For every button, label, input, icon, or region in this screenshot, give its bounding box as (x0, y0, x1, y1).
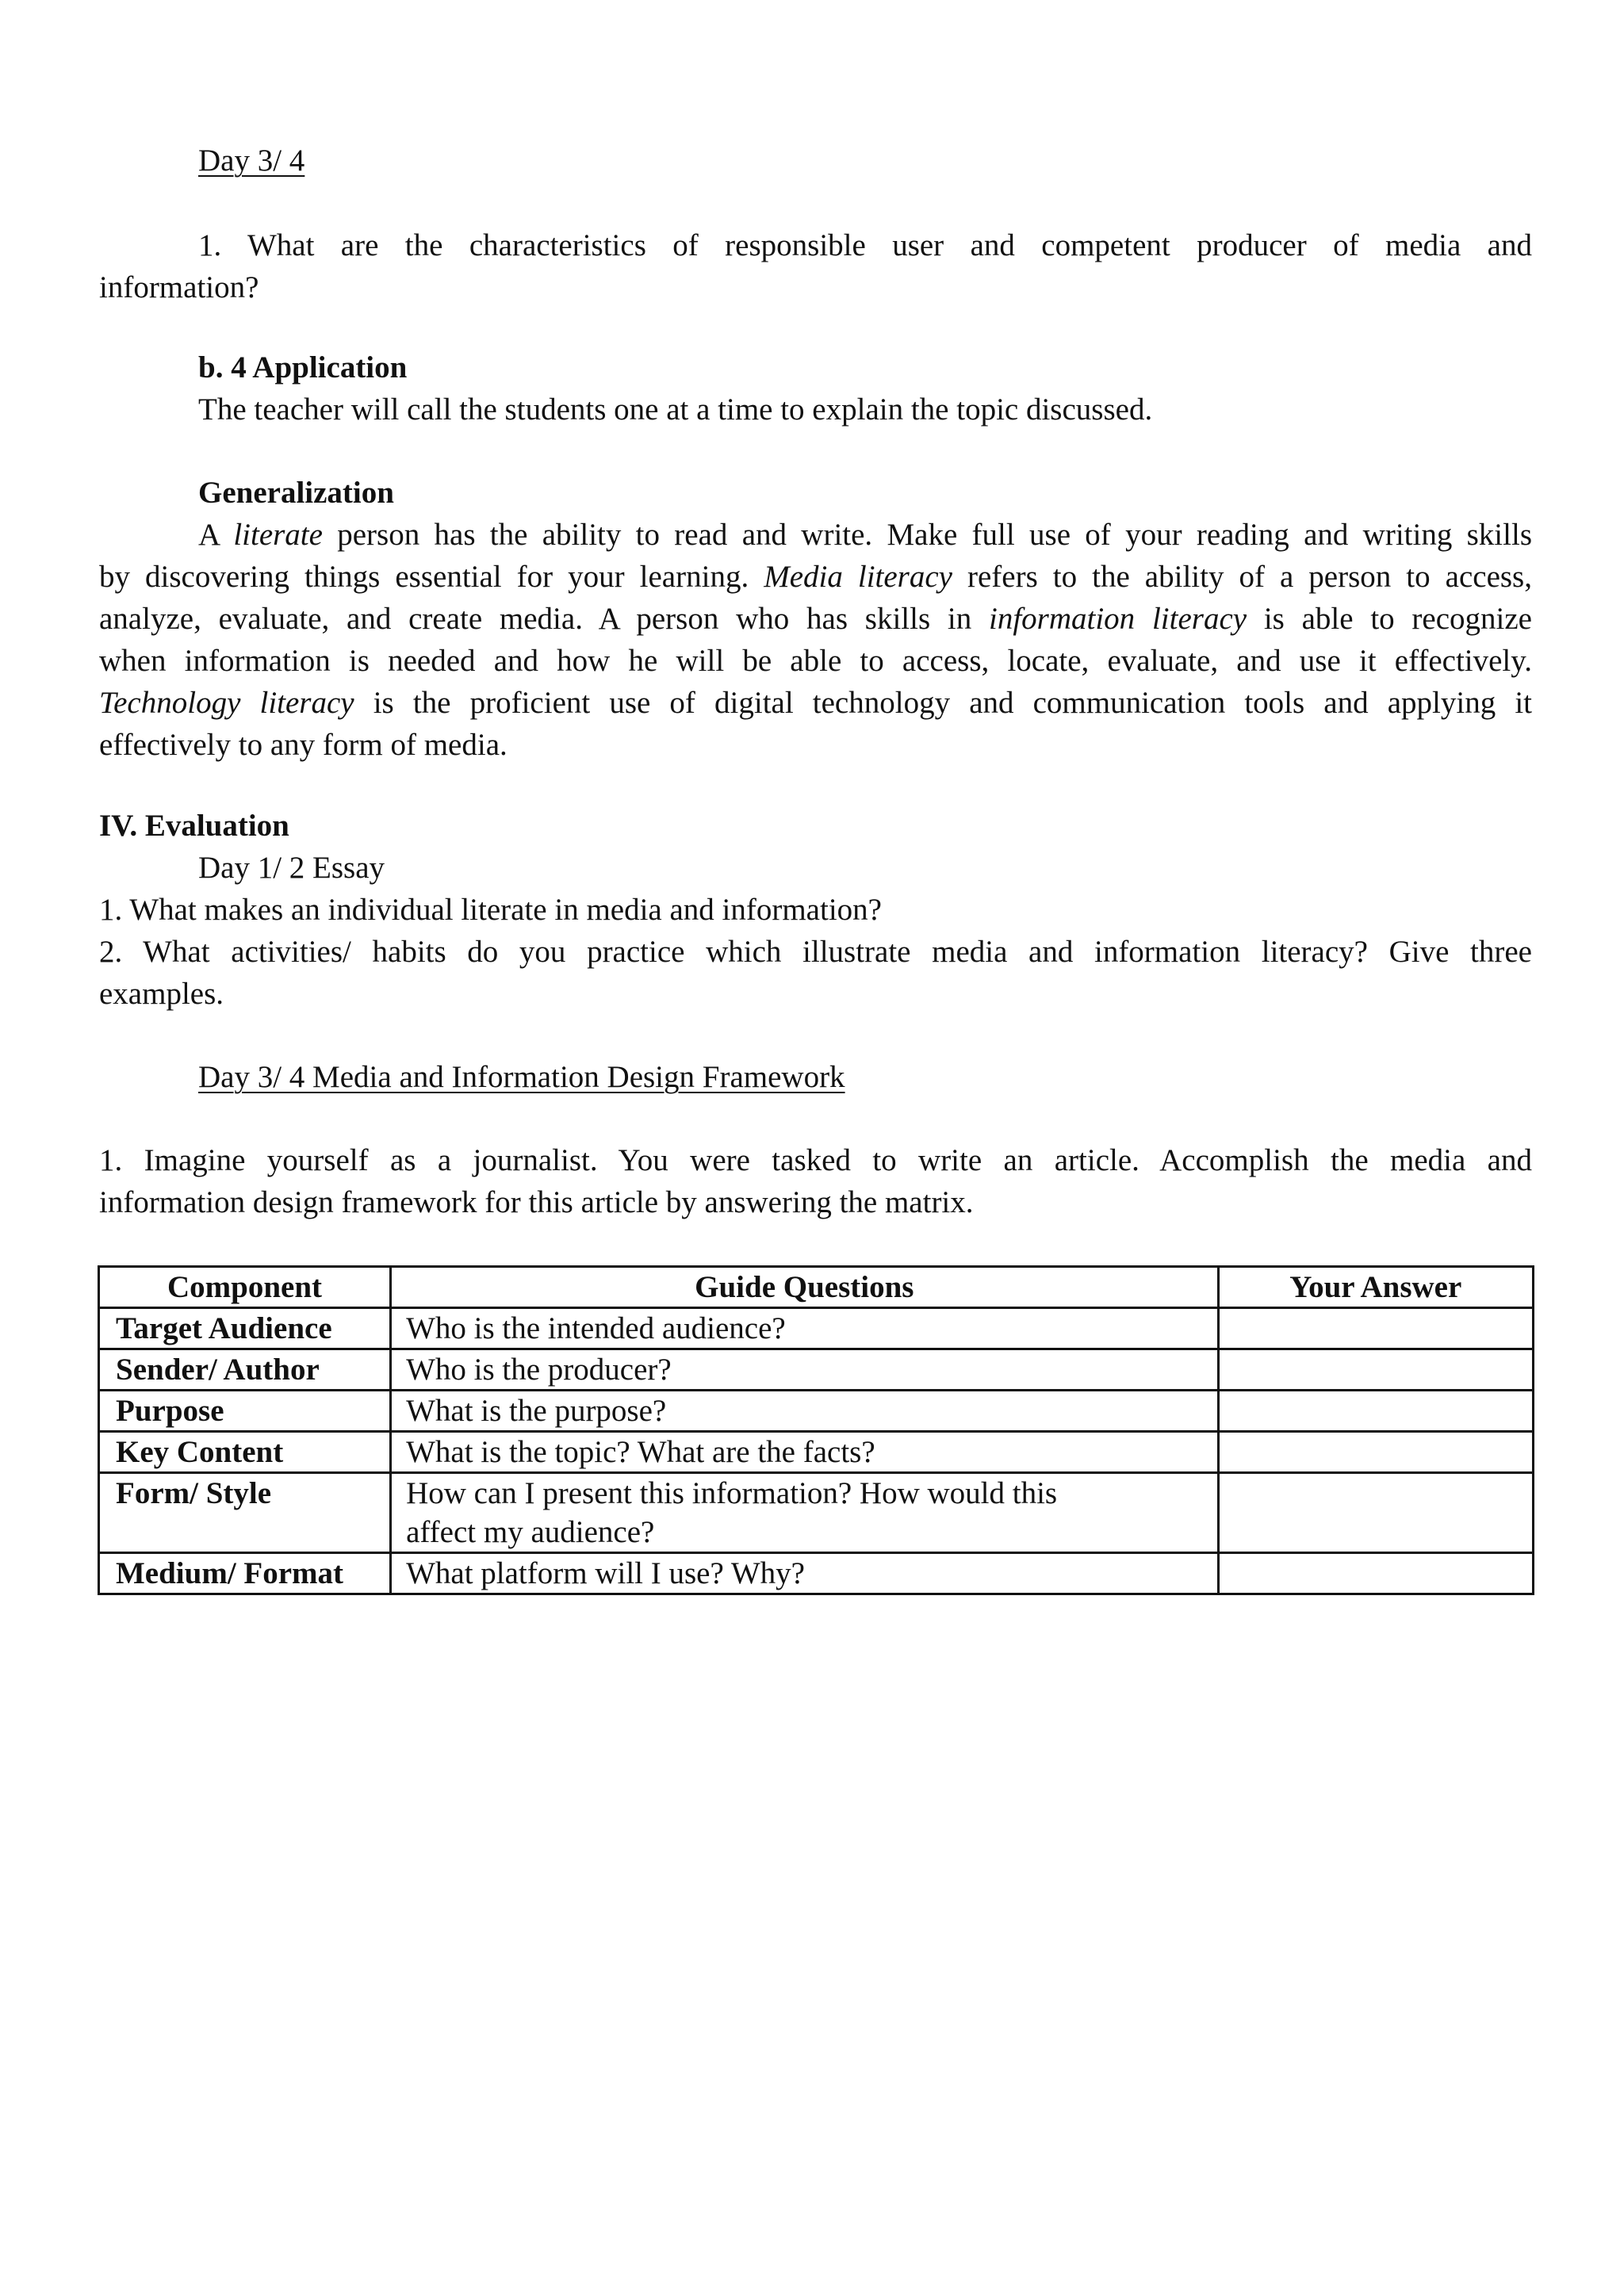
answer-cell[interactable] (1218, 1553, 1533, 1594)
question-cell: What platform will I use? Why? (391, 1553, 1218, 1594)
matrix-header-row (99, 1267, 1534, 1308)
generalization-paragraph: A literate person has the ability to read and write. Make full use of your reading and writing skills by discovering things essential for your learning. Media literacy refers to the ability of a person to access, analyze, evaluate, and create media. A person who has skills in information literacy is able to recognize when information is needed and how he will be able to access, locate, evaluate, and use it effectively. Technology literacy is the proficient use of digital technology and communication tools and applying it effectively to any form of media. (99, 518, 1532, 762)
component-cell: Purpose (99, 1391, 391, 1432)
generalization-heading: Generalization (198, 476, 394, 510)
answer-cell[interactable] (1218, 1391, 1533, 1432)
answer-cell[interactable] (1218, 1308, 1533, 1349)
component-cell: Medium/ Format (99, 1553, 391, 1594)
day34-heading: Day 3/ 4 (198, 144, 305, 178)
header-your-answer: Your Answer (1218, 1267, 1533, 1308)
question-cell: How can I present this information? How would this affect my audience? (391, 1473, 1218, 1553)
header-component: Component (99, 1267, 391, 1308)
answer-cell[interactable] (1218, 1432, 1533, 1473)
question-cell: Who is the producer? (391, 1349, 1218, 1391)
header-guide-questions: Guide Questions (391, 1267, 1218, 1308)
characteristics-question: 1. What are the characteristics of responsible user and competent producer of media and information? (99, 228, 1532, 304)
question-cell: Who is the intended audience? (391, 1308, 1218, 1349)
table-row (99, 1473, 1534, 1553)
component-cell: Sender/ Author (99, 1349, 391, 1391)
table-row (99, 1308, 1534, 1349)
component-cell: Key Content (99, 1432, 391, 1473)
table-row (99, 1432, 1534, 1473)
evaluation-heading: IV. Evaluation (99, 809, 289, 843)
answer-cell[interactable] (1218, 1349, 1533, 1391)
question-cell: What is the purpose? (391, 1391, 1218, 1432)
component-cell: Target Audience (99, 1308, 391, 1349)
evaluation-question-2: 2. What activities/ habits do you practice which illustrate media and information literacy? Give three examples. (99, 935, 1532, 1011)
application-heading: b. 4 Application (198, 350, 408, 385)
framework-instruction: 1. Imagine yourself as a journalist. You were tasked to write an article. Accomplish the media and information design framework for this article by answering the matrix. (99, 1143, 1532, 1219)
evaluation-question-1: 1. What makes an individual literate in media and information? (99, 893, 882, 927)
answer-cell[interactable] (1218, 1473, 1533, 1553)
design-framework-matrix (98, 1265, 1534, 1595)
table-row (99, 1391, 1534, 1432)
table-row (99, 1553, 1534, 1594)
question-cell: What is the topic? What are the facts? (391, 1432, 1218, 1473)
framework-heading: Day 3/ 4 Media and Information Design Framework (198, 1060, 845, 1094)
application-text: The teacher will call the students one at a time to explain the topic discussed. (198, 392, 1153, 427)
evaluation-subheading: Day 1/ 2 Essay (198, 851, 385, 885)
table-row (99, 1349, 1534, 1391)
component-cell: Form/ Style (99, 1473, 391, 1553)
